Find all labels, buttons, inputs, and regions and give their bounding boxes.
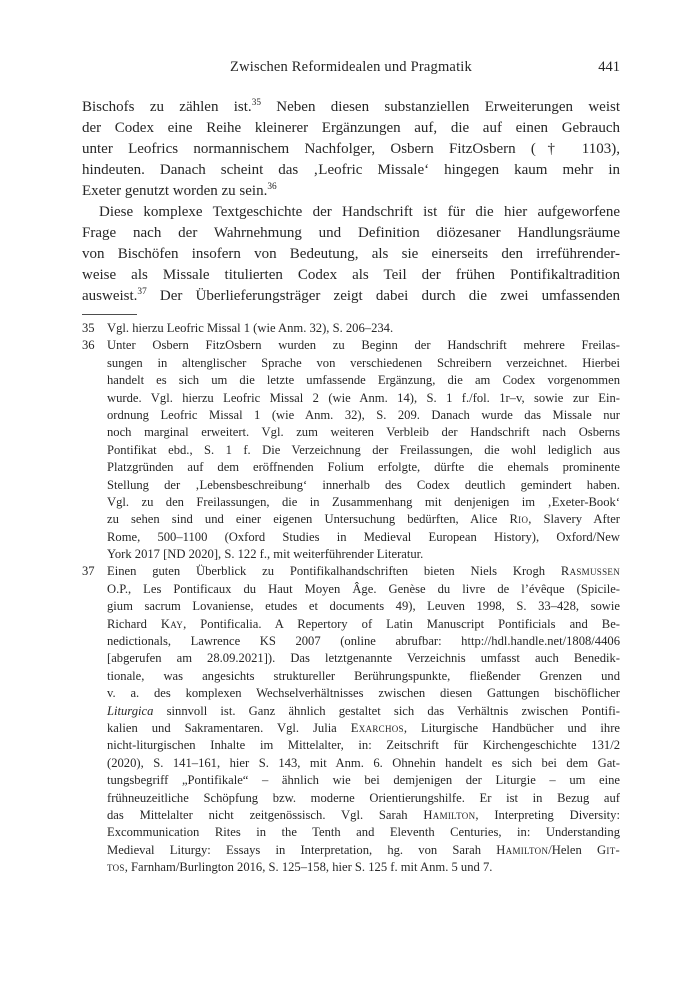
text-segment: Der Überlieferungsträger zeigt dabei durch die zwei umfassenden xyxy=(146,288,620,304)
smallcaps-name: Hamilton xyxy=(423,807,476,822)
text-segment: Platzgründen auf dem eröffnenden Folium erfolgte, dürfte die ehemals prominente xyxy=(107,460,620,475)
text-line xyxy=(107,372,620,389)
smallcaps-name: Git- xyxy=(597,842,620,857)
text-segment: Unter Osbern FitzOsbern wurden zu Beginn der Handschrift mehrere Freilas- xyxy=(107,338,620,353)
text-segment: , Pontificalia. A Repertory of Latin Manuscript Pontificials and Be- xyxy=(183,616,620,631)
footnote-number: 35 xyxy=(82,321,95,335)
text-segment: Excommunication Rites in the Tenth and Eleventh Centuries, in: Understanding xyxy=(107,825,620,840)
text-segment: Rome, 500–1100 (Oxford Studies in Medieval European History), Oxford/New xyxy=(107,529,620,544)
footnote-reference: 35 xyxy=(251,98,261,108)
text-segment: tungsbegriff „Pontifikale“ – ähnlich wie bei demjenigen der Liturgie – um eine xyxy=(107,773,620,788)
text-segment: der Codex eine Reihe kleinerer Ergänzungen auf, die auf einen Gebrauch xyxy=(82,120,620,136)
text-segment: tionale, was angesichts struktureller Berührungspunkte, fließender Grenzen und xyxy=(107,668,620,683)
footnote xyxy=(82,563,620,876)
text-segment: von Bischöfen insofern von Bedeutung, als sie einerseits den irreführender- xyxy=(82,246,620,262)
text-line xyxy=(107,668,620,685)
text-segment: Richard xyxy=(107,616,161,631)
text-line xyxy=(107,337,620,354)
text-segment: Pontifikat ebd., S. 1 f. Die Verzeichnung der Freilassungen, die wohl lediglich aus xyxy=(107,442,620,457)
text-segment: Neben diesen substanziellen Erweiterungen weist xyxy=(260,99,620,115)
text-line xyxy=(107,477,620,494)
text-segment: , Interpreting Diversity: xyxy=(475,807,620,822)
text-segment: Frage nach der Wahrnehmung und Definition diözesaner Handlungsräume xyxy=(82,225,620,241)
body-paragraph xyxy=(82,97,620,202)
text-line xyxy=(82,286,620,307)
text-segment: O.P., Les Pontificaux du Haut Moyen Âge. Genèse du livre de l’évêque (Spicile- xyxy=(107,581,620,596)
text-segment: /Helen xyxy=(548,842,598,857)
text-line xyxy=(82,223,620,244)
text-segment: gium sacrum Lovaniense, etudes et documents 49), Leuven 1998, S. 33–428, sowie xyxy=(107,599,620,614)
text-segment: (2020), S. 141–161, hier S. 143, mit Anm. 6. Ohnehin handelt es sich bei dem Gat- xyxy=(107,755,620,770)
text-segment: York 2017 [ND 2020], S. 122 f., mit weiterführender Literatur. xyxy=(107,547,424,562)
text-line xyxy=(107,703,620,720)
text-line xyxy=(107,737,620,754)
footnote xyxy=(82,320,620,337)
smallcaps-name: Hamilton xyxy=(496,842,549,857)
text-segment: Exeter genutzt worden zu sein. xyxy=(82,183,268,199)
text-line xyxy=(107,355,620,372)
text-segment: Einen guten Überblick zu Pontifikalhandschriften bieten Niels Krogh xyxy=(107,564,561,579)
text-line xyxy=(107,598,620,615)
text-segment: Bischofs zu zählen ist. xyxy=(82,99,252,115)
smallcaps-name: tos xyxy=(107,860,125,875)
smallcaps-name: Kay xyxy=(160,616,184,631)
text-line xyxy=(82,244,620,265)
text-line xyxy=(107,859,620,876)
text-segment: kalien und Sakramentaren. Vgl. Julia xyxy=(107,720,351,735)
text-segment: ordnung Leofric Missal 1 (wie Anm. 32), S. 209. Danach wurde das Missale nur xyxy=(107,407,620,422)
text-line xyxy=(107,494,620,511)
text-segment: unter Leofrics normannischem Nachfolger, Osbern FitzOsbern († 1103), xyxy=(82,141,620,157)
text-segment: nicht-liturgischen Inhalte im Mittelalter, in: Zeitschrift für Kirchengeschichte 131/2 xyxy=(107,738,620,753)
footnotes-section xyxy=(82,320,620,877)
footnote-number: 36 xyxy=(82,338,95,353)
text-segment: hindeuten. Danach scheint das ‚Leofric Missale‘ hingegen kaum mehr in xyxy=(82,162,620,178)
text-line xyxy=(82,202,620,223)
text-line xyxy=(107,581,620,598)
text-line xyxy=(107,546,620,563)
smallcaps-name: Rasmussen xyxy=(560,564,620,579)
text-line xyxy=(82,160,620,181)
smallcaps-name: Exarchos xyxy=(350,720,404,735)
footnote-number: 37 xyxy=(82,564,95,579)
text-segment: sinnvoll ist. Ganz ähnlich gestaltet sich das Verhältnis zwischen Pontifi- xyxy=(153,703,620,718)
text-line xyxy=(107,633,620,650)
footnote-separator-rule xyxy=(82,314,137,315)
text-line xyxy=(107,459,620,476)
text-segment: wurde. Vgl. hierzu Leofric Missal 2 (wie Anm. 14), S. 1 f./fol. 1r–v, sowie zur Ein- xyxy=(107,390,620,405)
text-segment: Diese komplexe Textgeschichte der Handschrift ist für die hier aufgeworfene xyxy=(99,204,620,220)
text-line xyxy=(82,265,620,286)
footnote xyxy=(82,337,620,563)
footnote-reference: 37 xyxy=(137,287,147,297)
text-segment: das Mittelalter nicht zeitgenössisch. Vgl. Sarah xyxy=(107,807,424,822)
text-line xyxy=(107,842,620,859)
text-segment: [abgerufen am 28.09.2021]). Das letztgenannte Verzeichnis umfasst auch Benedik- xyxy=(107,651,620,666)
page-number: 441 xyxy=(598,59,620,75)
text-line xyxy=(107,320,620,337)
text-line xyxy=(107,563,620,580)
text-line xyxy=(107,755,620,772)
text-segment: Stellung der ‚Lebensbeschreibung‘ innerhalb des Codex deutlich gemindert haben. xyxy=(107,477,620,492)
text-line xyxy=(107,824,620,841)
text-segment: zu sehen sind und einer eigenen Untersuchung bedürften, Alice xyxy=(107,512,510,527)
body-paragraph xyxy=(82,202,620,307)
text-line xyxy=(107,616,620,633)
text-line xyxy=(107,390,620,407)
text-line xyxy=(82,181,620,202)
text-line xyxy=(107,424,620,441)
text-segment: weise als Missale titulierten Codex als Teil der frühen Pontifikaltradition xyxy=(82,267,620,283)
text-segment: handelt es sich um die letzte umfassende Ergänzung, die am Codex vorgenommen xyxy=(107,373,620,388)
text-segment: noch marginal erweitert. Vgl. zum weiteren Verbleib der Handschrift nach Osberns xyxy=(107,425,620,440)
running-header xyxy=(82,58,620,76)
text-segment: Medieval Liturgy: Essays in Interpretation, hg. von Sarah xyxy=(107,842,497,857)
italic-text: Liturgica xyxy=(107,703,154,718)
text-segment: nedictionals, Lawrence KS 2007 (online abrufbar: http://hdl.handle.net/1808/4406 xyxy=(107,634,620,649)
text-line xyxy=(107,650,620,667)
smallcaps-name: Rio xyxy=(509,512,529,527)
text-segment: frühneuzeitliche Schöpfung bzw. moderne Orientierungshilfe. Er ist in Bezug auf xyxy=(107,790,620,805)
text-line xyxy=(107,720,620,737)
text-line xyxy=(107,807,620,824)
text-segment: v. a. des komplexen Wechselverhältnisses zwischen diesen Gattungen bischöflicher xyxy=(107,686,620,701)
text-segment: , Slavery After xyxy=(528,512,620,527)
text-line xyxy=(107,442,620,459)
text-segment: Vgl. hierzu Leofric Missal 1 (wie Anm. 32), S. 206–234. xyxy=(107,321,394,335)
text-segment: ausweist. xyxy=(82,288,138,304)
text-segment: sungen in altenglischer Sprache von verschiedenen Schreibern verzeichnet. Hierbei xyxy=(107,355,620,370)
text-line xyxy=(82,118,620,139)
text-segment: , Liturgische Handbücher und ihre xyxy=(403,720,620,735)
text-line xyxy=(107,685,620,702)
text-line xyxy=(107,407,620,424)
text-line xyxy=(82,97,620,118)
text-line xyxy=(107,529,620,546)
footnote-reference: 36 xyxy=(267,182,277,192)
text-line xyxy=(107,772,620,789)
text-segment: Vgl. zu den Freilassungen, die in Zusammenhang mit denjenigen im ‚Exeter-Book‘ xyxy=(107,494,620,509)
text-line xyxy=(107,790,620,807)
text-line xyxy=(107,511,620,528)
text-line xyxy=(82,139,620,160)
running-header-title: Zwischen Reformidealen und Pragmatik xyxy=(230,59,472,75)
text-segment: , Farnham/Burlington 2016, S. 125–158, hier S. 125 f. mit Anm. 5 und 7. xyxy=(124,860,493,875)
body-text xyxy=(82,97,620,307)
